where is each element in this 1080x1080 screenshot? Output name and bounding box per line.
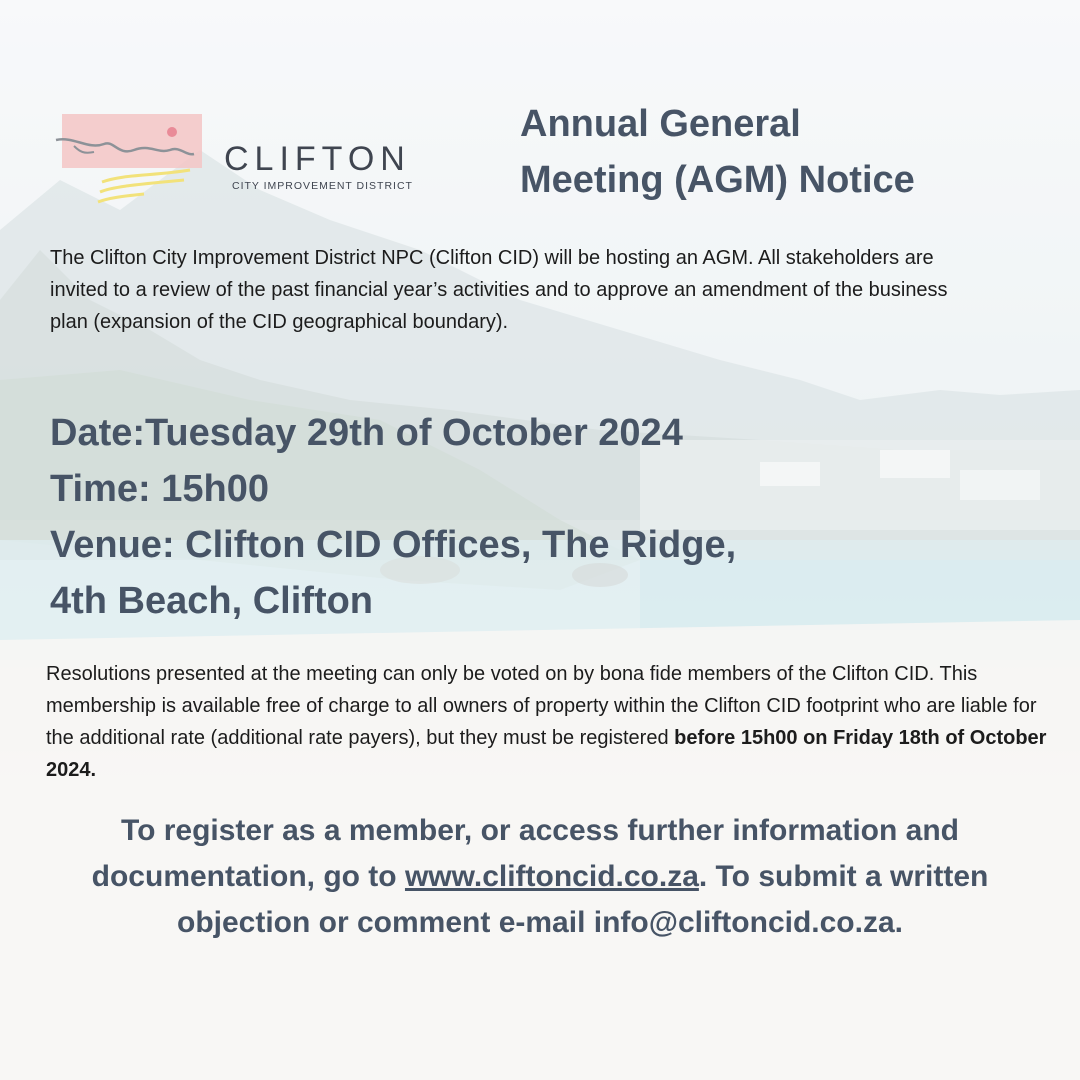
resolution-paragraph — [46, 658, 1056, 786]
meeting-details — [50, 405, 1040, 629]
clifton-cid-logo — [54, 110, 414, 210]
resolution-text: Resolutions presented at the meeting can only be voted on by bona fide members of the Clifton CID. This membership is available free of charge to all owners of property within the Clifton CID footprint who are liable for the additional rate (additional rate payers), but they must be registered — [46, 663, 1037, 749]
intro-paragraph: The Clifton City Improvement District NPC (Clifton CID) will be hosting an AGM. All stakeholders are invited to a review of the past financial year’s activities and to approve an amendment of the business plan (expansion of the CID geographical boundary). — [50, 247, 948, 333]
call-to-action — [30, 808, 1050, 946]
logo-mark-icon — [54, 110, 224, 210]
logo-wordmark: CLIFTON — [224, 140, 411, 178]
notice-title — [520, 96, 1040, 208]
meeting-venue-line-1: Venue: Clifton CID Offices, The Ridge, — [50, 524, 737, 566]
registration-deadline: before 15h00 on Friday 18th of October 2024. — [46, 727, 1047, 781]
meeting-time: Time: 15h00 — [50, 468, 269, 510]
cta-text-after-link: . To submit a written objection or comment e-mail info@cliftoncid.co.za. — [177, 860, 989, 939]
logo-tagline: CITY IMPROVEMENT DISTRICT — [232, 180, 413, 192]
title-line-1: Annual General — [520, 103, 801, 145]
title-line-2: Meeting (AGM) Notice — [520, 159, 915, 201]
meeting-date: Date:Tuesday 29th of October 2024 — [50, 412, 683, 454]
cta-text-before-link: To register as a member, or access further information and documentation, go to — [91, 814, 960, 893]
website-link[interactable]: www.cliftoncid.co.za — [404, 860, 699, 893]
meeting-venue-line-2: 4th Beach, Clifton — [50, 580, 374, 622]
